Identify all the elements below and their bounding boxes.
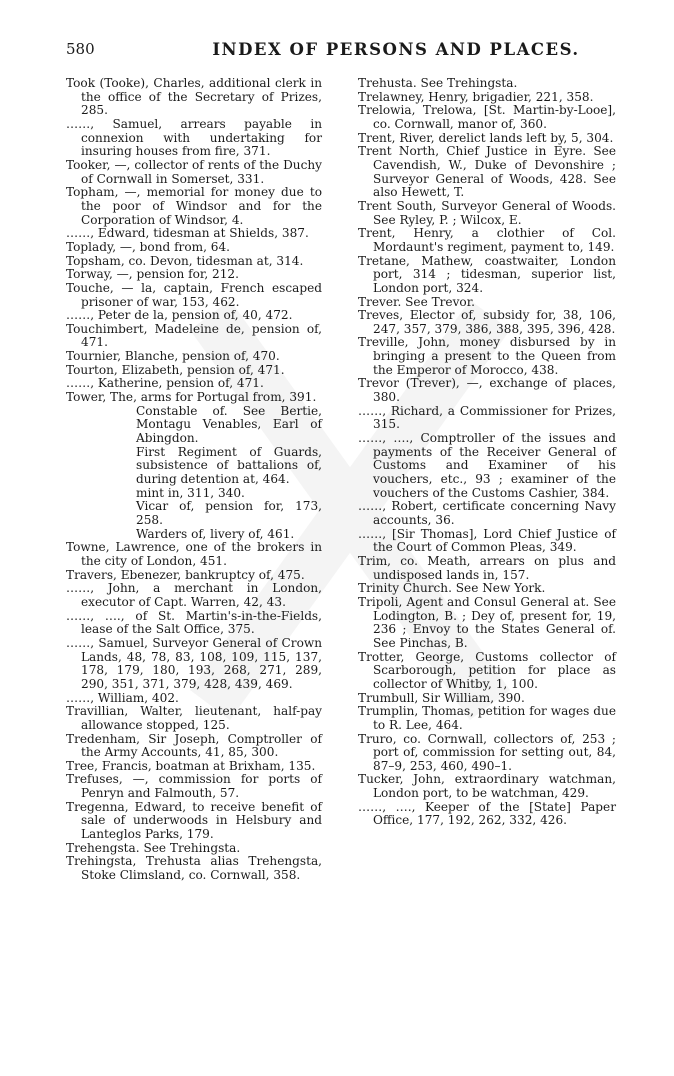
index-entry: Trehengsta. See Trehingsta. (66, 840, 241, 855)
index-entry: Touchimbert, Madeleine de, pension of, 471. (66, 321, 322, 350)
index-entry: Trent North, Chief Justice in Eyre. See Cavendish, W., Duke of Devonshire ; Surveyor General of Woods, 428. See also Hewett, T. (358, 144, 616, 200)
index-entry: ……, Edward, tidesman at Shields, 387. (66, 226, 309, 241)
index-entry: Treves, Elector of, subsidy for, 38, 106, 247, 357, 379, 386, 388, 395, 396, 428. (358, 308, 616, 336)
page-number: 580 (66, 40, 95, 58)
index-subentry: Warders of, livery of, 461. (136, 526, 295, 541)
index-entry: Towne, Lawrence, one of the brokers in the city of London, 451. (66, 540, 322, 568)
index-entry: Treville, John, money disbursed by in bringing a present to the Queen from the Emperor of Morocco, 438. (358, 335, 616, 377)
index-entry: Topsham, co. Devon, tidesman at, 314. (66, 253, 304, 268)
index-entry: Trefuses, —, commission for ports of Penryn and Falmouth, 57. (66, 772, 322, 801)
index-entry: Travillian, Walter, lieutenant, half-pay allowance stopped, 125. (66, 704, 322, 732)
index-entry: Trevor (Trever), —, exchange of places, 380. (358, 376, 616, 405)
index-subentry: Vicar of, pension for, 173, 258. (136, 499, 322, 527)
index-entry: Truro, co. Cornwall, collectors of, 253 ; port of, commission for setting out, 84, 87–9, 253, 460, 490–1. (358, 731, 616, 773)
index-entry: Tooker, —, collector of rents of the Duchy of Cornwall in Somerset, 331. (66, 157, 322, 186)
index-entry: Took (Tooke), Charles, additional clerk in the office of the Secretary of Prizes, 285. (66, 76, 322, 118)
index-entry: Tredenham, Sir Joseph, Comptroller of the Army Accounts, 41, 85, 300. (66, 731, 322, 760)
index-entry: Tucker, John, extraordinary watchman, London port, to be watchman, 429. (358, 772, 616, 801)
index-entry: Trinity Church. See New York. (358, 581, 546, 596)
index-entry: Topham, —, memorial for money due to the poor of Windsor and for the Corporation of Windsor, 4. (66, 185, 322, 227)
index-entry: Trehusta. See Trehingsta. (358, 76, 518, 90)
index-entry: ……, Samuel, Surveyor General of Crown Lands, 48, 78, 83, 108, 109, 115, 137, 178, 179, 180, 193, 268, 271, 289, 290, 351, 371, 379, 428, 439, 469. (66, 635, 322, 691)
index-entry: ……, Samuel, arrears payable in connexion with undertaking for insuring houses from fire, 371. (66, 116, 322, 159)
index-entry: Tower, The, arms for Portugal from, 391. (66, 390, 317, 405)
index-entry: Tree, Francis, boatman at Brixham, 135. (66, 758, 316, 773)
running-title: INDEX OF PERSONS AND PLACES. (212, 40, 580, 59)
index-entry: Toplady, —, bond from, 64. (66, 239, 230, 254)
index-entry: ……, William, 402. (66, 690, 179, 705)
index-entry: Trent South, Surveyor General of Woods. See Ryley, P. ; Wilcox, E. (358, 198, 616, 227)
index-entry: ……, …., Comptroller of the issues and payments of the Receiver General of Customs and Examiner of his vouchers, etc., 93 ; examiner of the vouchers of the Customs Cashier, 384. (358, 431, 616, 500)
index-entry: Trumbull, Sir William, 390. (358, 690, 525, 705)
index-entry: Torway, —, pension for, 212. (66, 267, 239, 282)
index-entry: Trotter, George, Customs collector of Scarborough, petition for place as collector of Whitby, 1, 100. (358, 649, 616, 691)
index-entry: Trever. See Trevor. (358, 294, 475, 309)
left-index-column (66, 77, 322, 883)
index-entry: Trent, River, derelict lands left by, 5, 304. (358, 130, 614, 145)
index-entry: Trim, co. Meath, arrears on plus and undisposed lands in, 157. (358, 553, 616, 582)
index-entry: ……, John, a merchant in London, executor of Capt. Warren, 42, 43. (66, 581, 322, 609)
index-entry: ……, Richard, a Commissioner for Prizes, 315. (358, 403, 616, 432)
index-entry: Tournier, Blanche, pension of, 470. (66, 349, 280, 364)
index-entry: Tretane, Mathew, coastwaiter, London port, 314 ; tidesman, superior list, London port, 324. (358, 253, 616, 295)
index-entry: Trent, Henry, a clothier of Col. Mordaunt's regiment, payment to, 149. (358, 226, 616, 254)
index-entry: Trumplin, Thomas, petition for wages due to R. Lee, 464. (358, 704, 616, 732)
index-entry: Trelowia, Trelowa, [St. Martin-by-Looe], co. Cornwall, manor of, 360. (358, 103, 616, 131)
index-entry: ……, [Sir Thomas], Lord Chief Justice of the Court of Common Pleas, 349. (358, 526, 616, 555)
index-subentry: Constable of. See Bertie, Montagu Venables, Earl of Abingdon. (136, 403, 322, 446)
index-entry: ……, …., Keeper of the [State] Paper Office, 177, 192, 262, 332, 426. (358, 799, 616, 828)
right-index-column (358, 77, 616, 828)
index-entry: Tregenna, Edward, to receive benefit of sale of underwoods in Helsbury and Lanteglos Parks, 179. (66, 799, 322, 842)
page-header (66, 40, 626, 64)
index-subentry: First Regiment of Guards, subsistence of battalions of, during detention at, 464. (136, 444, 322, 487)
index-entry: Trehingsta, Trehusta alias Trehengsta, Stoke Climsland, co. Cornwall, 358. (66, 854, 322, 883)
index-entry: Tourton, Elizabeth, pension of, 471. (66, 362, 285, 377)
index-entry: ……, …., of St. Martin's-in-the-Fields, lease of the Salt Office, 375. (66, 608, 322, 637)
index-entry: ……, Peter de la, pension of, 40, 472. (66, 308, 293, 323)
index-entry: Travers, Ebenezer, bankruptcy of, 475. (66, 567, 305, 582)
index-entry: Touche, — la, captain, French escaped prisoner of war, 153, 462. (66, 280, 322, 309)
index-entry: Tripoli, Agent and Consul General at. See Lodington, B. ; Dey of, present for, 19, 236 ; Envoy to the States General of. See Pinchas, B. (358, 594, 616, 650)
index-entry: ……, Katherine, pension of, 471. (66, 376, 264, 391)
index-entry: Trelawney, Henry, brigadier, 221, 358. (358, 89, 594, 104)
index-entry: ……, Robert, certificate concerning Navy accounts, 36. (358, 499, 616, 527)
index-subentry: mint in, 311, 340. (136, 485, 245, 500)
